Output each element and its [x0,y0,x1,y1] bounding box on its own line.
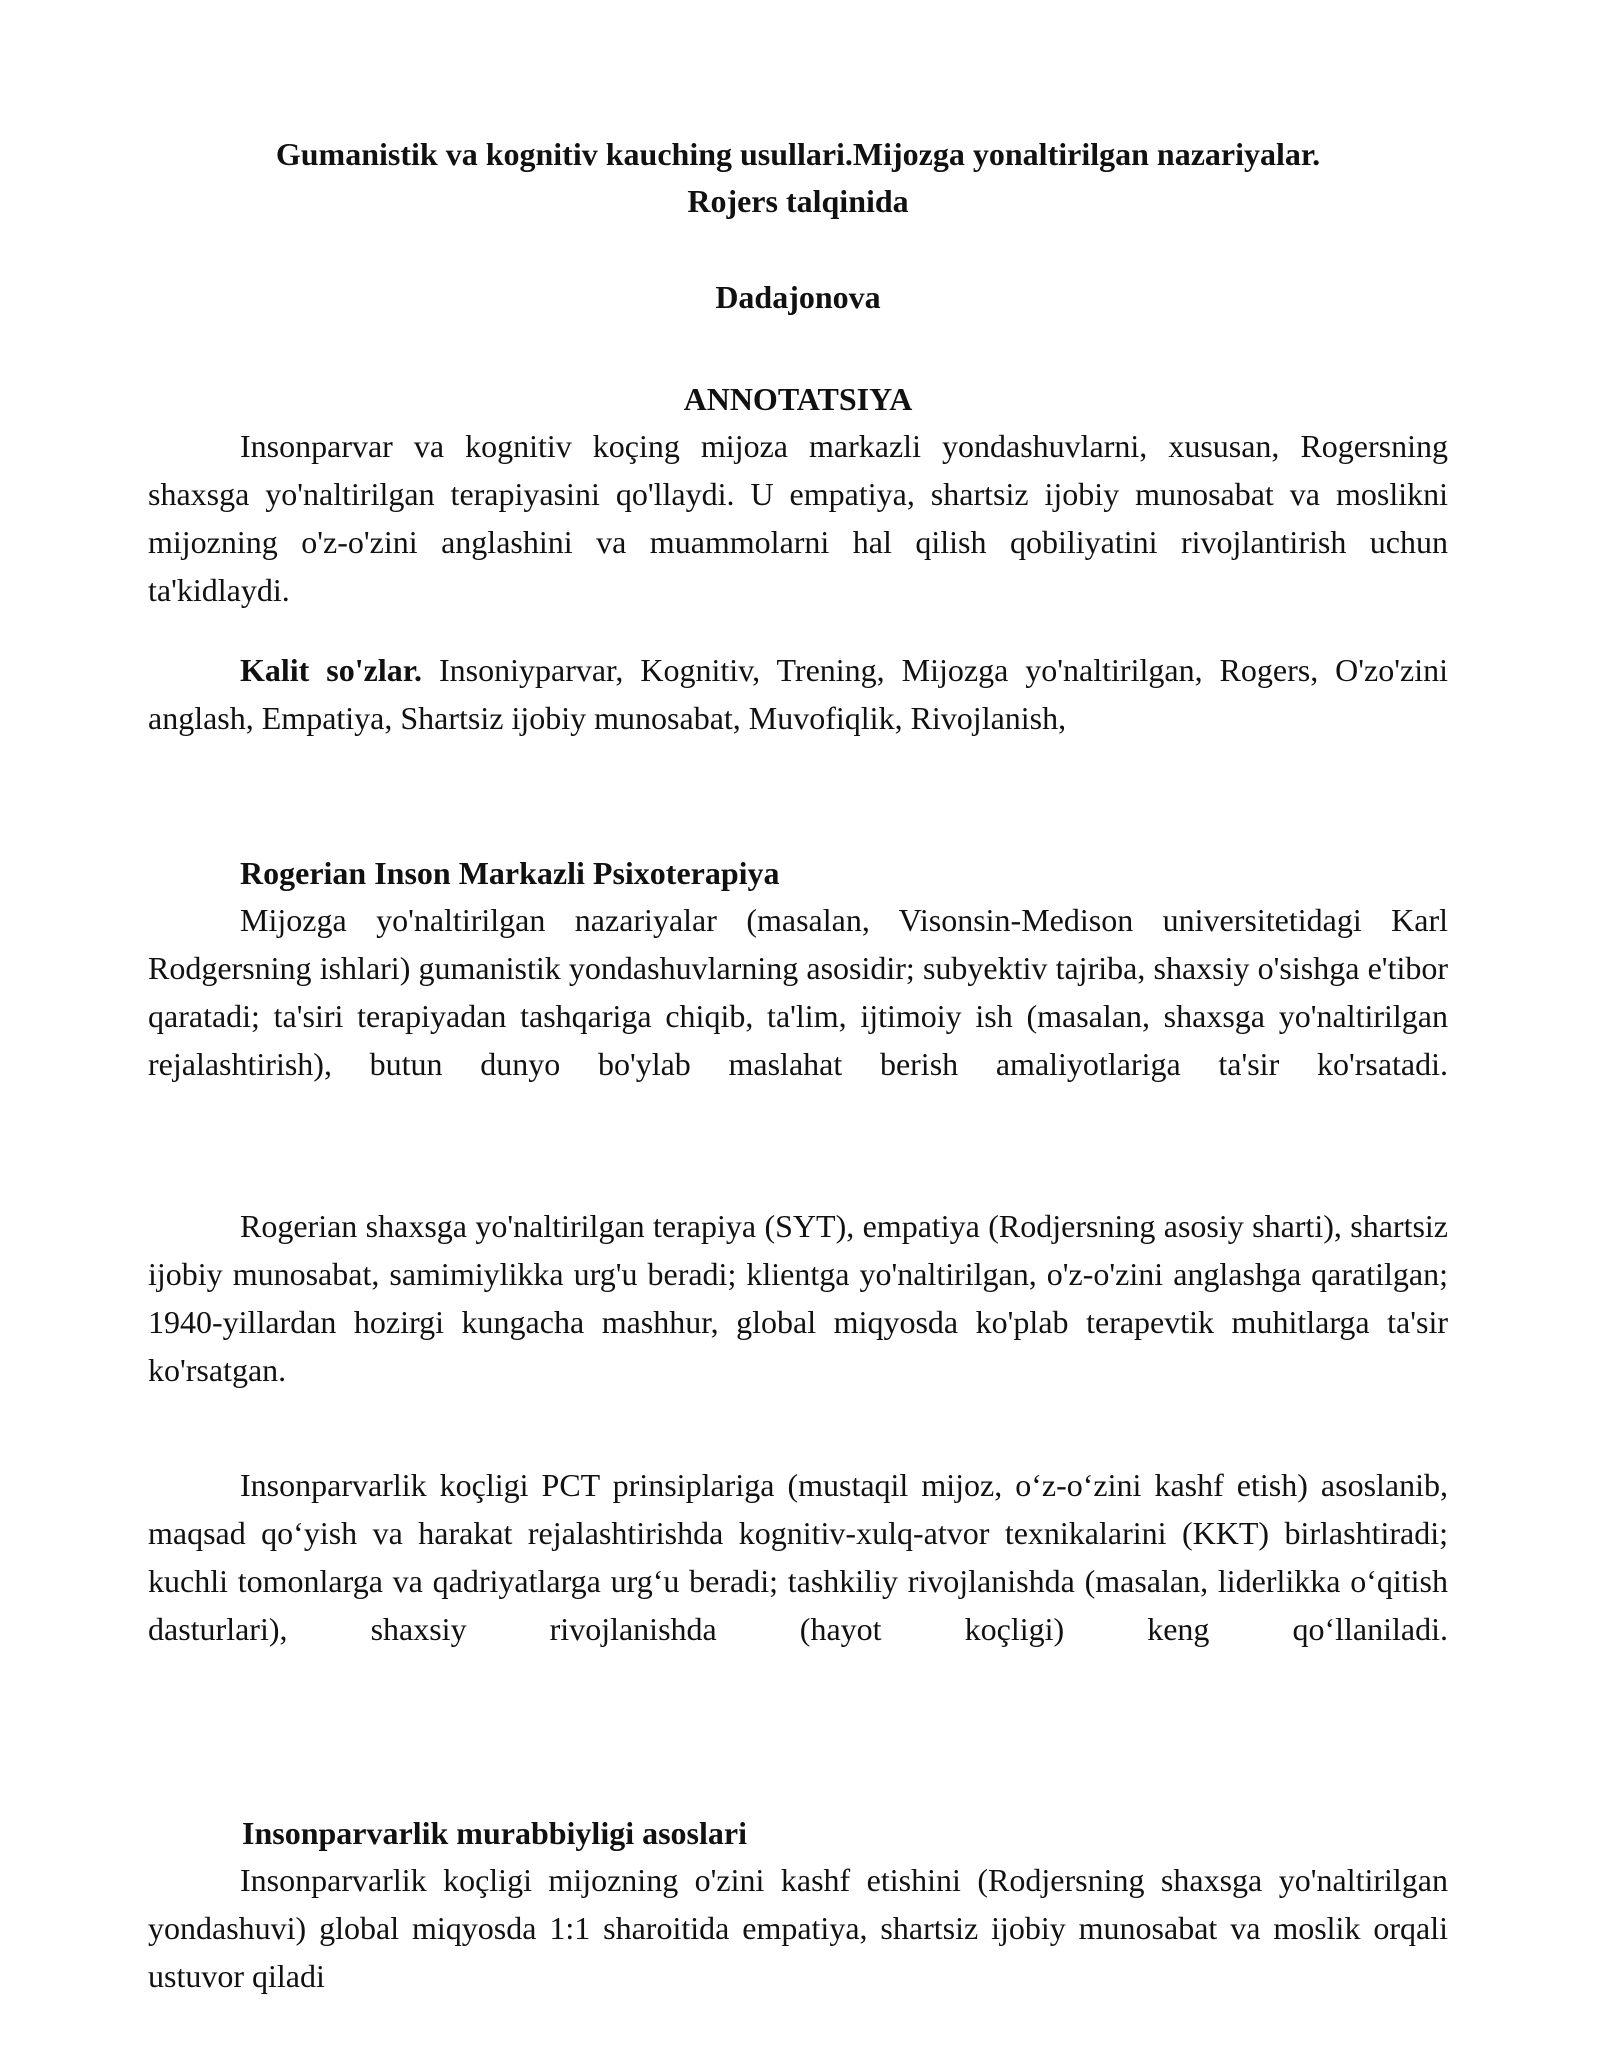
document-title-line-1: Gumanistik va kognitiv kauching usullari.Mijozga yonaltirilgan nazariyalar. [275,136,1321,172]
keywords-list: Insoniyparvar, Kognitiv, Trening, Mijozga yo'naltirilgan, Rogers, O'zo'zini anglash, Empatiya, Shartsiz ijobiy munosabat, Muvofiqlik, Rivojlanish, [148,652,1449,736]
annotation-heading: ANNOTATSIYA [683,381,913,417]
annotation-paragraph: Insonparvar va kognitiv koçing mijoza markazli yondashuvlarni, xususan, Rogersning shaxsga yo'naltirilgan terapiyasini qo'llaydi. U empatiya, shartsiz ijobiy munosabat va moslikni mijozning o'z-o'zini anglashini va muammolarni hal qilish qobiliyatini rivojlantirish uchun ta'kidlaydi. [148,428,1448,608]
author-name: Dadajonova [715,279,881,315]
section1-paragraph-2: Rogerian shaxsga yo'naltirilgan terapiya (SYT), empatiya (Rodjersning asosiy sharti), shartsiz ijobiy munosabat, samimiylikka urg'u beradi; klientga yo'naltirilgan, o'z-o'zini anglashga qaratilgan; 1940-yillardan hozirgi kungacha mashhur, global miqyosda ko'plab terapevtik muhitlarga ta'sir ko'rsatgan. [148,1208,1448,1388]
section-heading-foundations: Insonparvarlik murabbiyligi asoslari [242,1815,747,1851]
document-title-line-2: Rojers talqinida [687,183,909,219]
keywords-label: Kalit so'zlar. [240,652,423,688]
section2-paragraph-1: Insonparvarlik koçligi mijozning o'zini kashf etishini (Rodjersning shaxsga yo'naltirilgan yondashuvi) global miqyosda 1:1 sharoitida empatiya, shartsiz ijobiy munosabat va moslik orqali ustuvor qiladi [148,1862,1448,1994]
section1-paragraph-3: Insonparvarlik koçligi PCT prinsiplariga (mustaqil mijoz, o‘z-o‘zini kashf etish) asoslanib, maqsad qo‘yish va harakat rejalashtirishda kognitiv-xulq-atvor texnikalarini (KKT) birlashtiradi; kuchli tomonlarga va qadriyatlarga urg‘u beradi; tashkiliy rivojlanishda (masalan, liderlikka o‘qitish dasturlari), shaxsiy rivojlanishda (hayot koçligi) keng qo‘llaniladi. [148,1467,1448,1647]
keywords-paragraph [148,646,1448,742]
section-heading-rogerian: Rogerian Inson Markazli Psixoterapiya [240,855,780,891]
section1-paragraph-1: Mijozga yo'naltirilgan nazariyalar (masalan, Visonsin-Medison universitetidagi Karl Rodgersning ishlari) gumanistik yondashuvlarning asosidir; subyektiv tajriba, shaxsiy o'sishga e'tibor qaratadi; ta'siri terapiyadan tashqariga chiqib, ta'lim, ijtimoiy ish (masalan, shaxsga yo'naltirilgan rejalashtirish), butun dunyo bo'ylab maslahat berish amaliyotlariga ta'sir ko'rsatadi. [148,902,1448,1082]
